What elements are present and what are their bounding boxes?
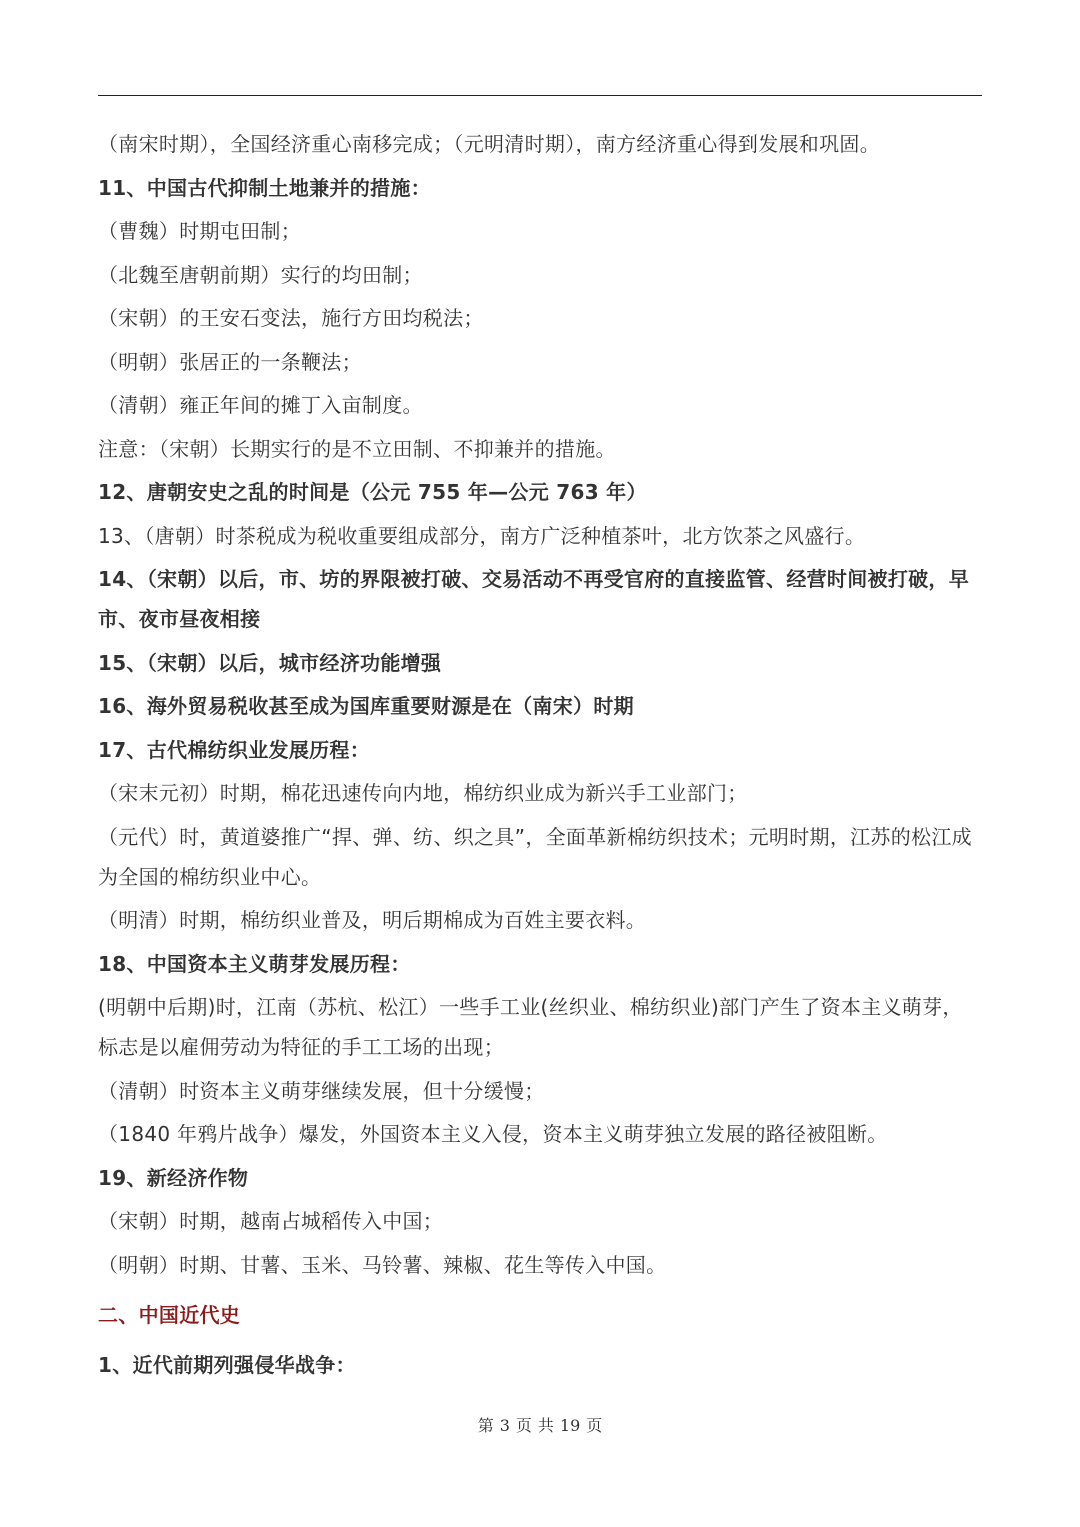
note-paragraph: 注意：（宋朝）长期实行的是不立田制、不抑兼并的措施。	[98, 436, 616, 461]
header-rule	[98, 95, 982, 96]
item-heading-12: 12、唐朝安史之乱的时间是（公元 755 年—公元 763 年）	[98, 480, 647, 504]
paragraph: （宋末元初）时期，棉花迅速传向内地，棉纺织业成为新兴手工业部门；	[98, 781, 748, 805]
item-heading-14: 14、（宋朝）以后，市、坊的界限被打破、交易活动不再受官府的直接监管、经营时间被打破，早市、夜市昼夜相接	[98, 567, 970, 631]
item-heading-1: 1、近代前期列强侵华战争：	[98, 1352, 356, 1377]
item-heading-15: 15、（宋朝）以后，城市经济功能增强	[98, 650, 442, 675]
item-heading-19: 19、新经济作物	[98, 1165, 249, 1190]
total-pages-number: 19	[559, 1416, 581, 1435]
paragraph: （清朝）时资本主义萌芽继续发展，但十分缓慢；	[98, 1078, 545, 1103]
paragraph: （元代）时，黄道婆推广“捍、弹、纺、织之具”，全面革新棉纺织技术；元明时期，江苏的松江成为全国的棉纺织业中心。	[98, 824, 972, 889]
total-label: 共	[537, 1416, 554, 1435]
paragraph: （1840 年鸦片战争）爆发，外国资本主义入侵，资本主义萌芽独立发展的路径被阻断。	[98, 1122, 888, 1146]
current-page-number: 3	[499, 1416, 510, 1435]
paragraph: （宋朝）的王安石变法，施行方田均税法；	[98, 306, 484, 330]
paragraph: (明朝中后期)时，江南（苏杭、松江）一些手工业(丝织业、棉纺织业)部门产生了资本主义萌芽，标志是以雇佣劳动为特征的手工工场的出现；	[98, 995, 963, 1059]
page-footer	[0, 1414, 1080, 1438]
paragraph: （明朝）张居正的一条鞭法；	[98, 349, 362, 374]
page-body	[98, 124, 982, 1388]
page-label: 第	[477, 1416, 494, 1435]
item-heading-11: 11、中国古代抑制土地兼并的措施：	[98, 175, 431, 200]
paragraph: （南宋时期），全国经济重心南移完成；（元明清时期），南方经济重心得到发展和巩固。	[98, 132, 880, 156]
section-heading: 二、中国近代史	[98, 1302, 241, 1327]
paragraph: （北魏至唐朝前期）实行的均田制；	[98, 262, 423, 287]
item-heading-18: 18、中国资本主义萌芽发展历程：	[98, 951, 411, 976]
page-label: 页	[515, 1416, 532, 1435]
item-heading-17: 17、古代棉纺织业发展历程：	[98, 737, 371, 762]
paragraph: （明朝）时期、甘薯、玉米、马铃薯、辣椒、花生等传入中国。	[98, 1252, 667, 1277]
paragraph: （曹魏）时期屯田制；	[98, 219, 301, 243]
paragraph: （宋朝）时期，越南占城稻传入中国；	[98, 1209, 444, 1233]
item-heading-16: 16、海外贸易税收甚至成为国库重要财源是在（南宋）时期	[98, 694, 634, 718]
item-13: 13、（唐朝）时茶税成为税收重要组成部分，南方广泛种植茶叶，北方饮茶之风盛行。	[98, 523, 866, 548]
page-label: 页	[586, 1416, 603, 1435]
paragraph: （清朝）雍正年间的摊丁入亩制度。	[98, 393, 423, 417]
paragraph: （明清）时期，棉纺织业普及，明后期棉成为百姓主要衣料。	[98, 908, 647, 932]
